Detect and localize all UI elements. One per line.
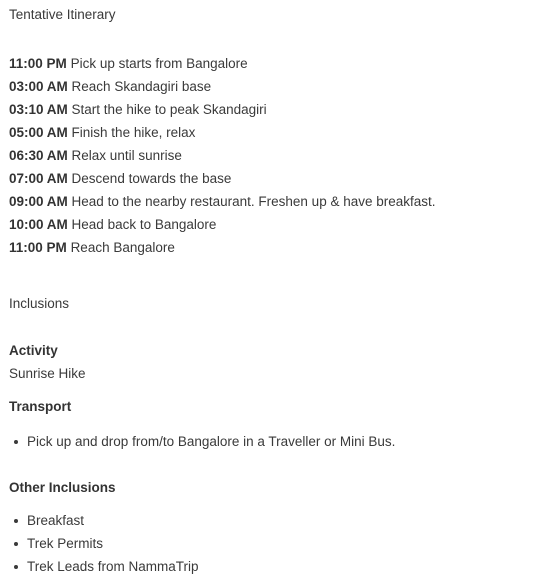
transport-item-text: Pick up and drop from/to Bangalore in a Traveller or Mini Bus. <box>27 434 396 449</box>
transport-heading: Transport <box>9 399 72 414</box>
list-item <box>9 509 543 532</box>
itinerary-text: Reach Bangalore <box>70 240 175 255</box>
itinerary-row <box>9 190 543 213</box>
itinerary-time: 10:00 AM <box>9 217 68 232</box>
itinerary-text: Head to the nearby restaurant. Freshen up & have breakfast. <box>71 194 436 209</box>
itinerary-row <box>9 213 543 236</box>
itinerary-text: Relax until sunrise <box>71 148 182 163</box>
list-item <box>9 555 543 578</box>
itinerary-time: 09:00 AM <box>9 194 68 209</box>
itinerary-time: 07:00 AM <box>9 171 68 186</box>
itinerary-row <box>9 52 543 75</box>
other-item-text: Trek Leads from NammaTrip <box>27 559 199 574</box>
itinerary-text: Pick up starts from Bangalore <box>70 56 248 71</box>
itinerary-time: 11:00 PM <box>9 240 67 255</box>
bullet-icon <box>14 565 18 569</box>
itinerary-row <box>9 98 543 121</box>
itinerary-page <box>0 7 552 578</box>
bullet-icon <box>14 519 18 523</box>
list-item <box>9 430 543 453</box>
other-inclusions-list <box>9 509 543 578</box>
itinerary-row <box>9 167 543 190</box>
transport-list <box>9 430 543 453</box>
itinerary-time: 05:00 AM <box>9 125 68 140</box>
itinerary-row <box>9 236 543 259</box>
other-item-text: Trek Permits <box>27 536 104 551</box>
activity-value: Sunrise Hike <box>9 366 86 381</box>
other-item-text: Breakfast <box>27 513 85 528</box>
itinerary-time: 03:10 AM <box>9 102 68 117</box>
itinerary-row <box>9 75 543 98</box>
itinerary-text: Descend towards the base <box>71 171 232 186</box>
itinerary-time: 06:30 AM <box>9 148 68 163</box>
itinerary-text: Start the hike to peak Skandagiri <box>71 102 267 117</box>
itinerary-row <box>9 144 543 167</box>
itinerary-row <box>9 121 543 144</box>
itinerary-time: 03:00 AM <box>9 79 68 94</box>
list-item <box>9 532 543 555</box>
inclusions-heading: Inclusions <box>9 296 70 311</box>
itinerary-list <box>9 52 543 259</box>
itinerary-heading: Tentative Itinerary <box>9 7 116 22</box>
bullet-icon <box>14 440 18 444</box>
activity-heading: Activity <box>9 343 58 358</box>
itinerary-text: Reach Skandagiri base <box>71 79 212 94</box>
itinerary-text: Finish the hike, relax <box>71 125 196 140</box>
bullet-icon <box>14 542 18 546</box>
itinerary-text: Head back to Bangalore <box>71 217 217 232</box>
other-inclusions-heading: Other Inclusions <box>9 480 116 495</box>
itinerary-time: 11:00 PM <box>9 56 67 71</box>
